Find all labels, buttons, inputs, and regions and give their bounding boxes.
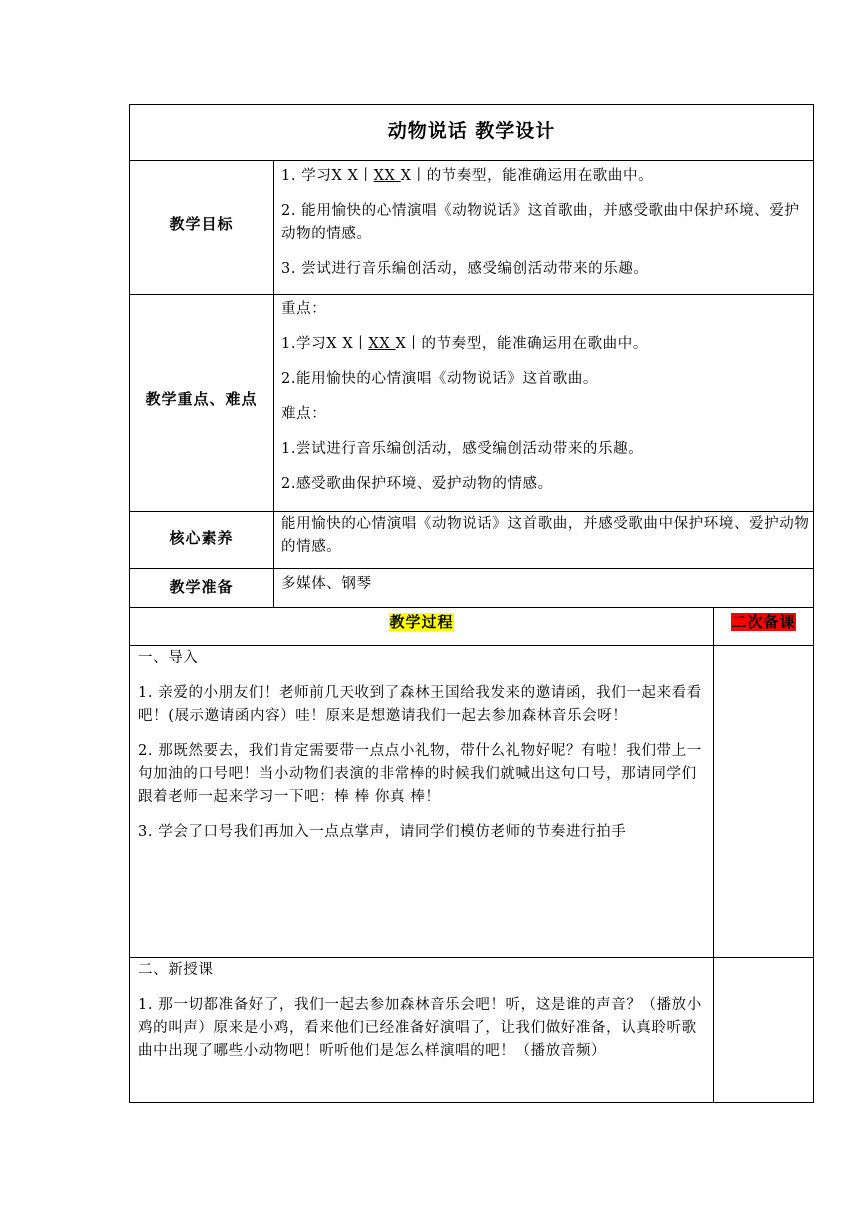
document-title: 动物说话 教学设计 (387, 120, 556, 142)
difficulty-heading: 难点： (281, 406, 327, 422)
difficulty-item-1: 1.尝试进行音乐编创活动，感受编创活动带来的乐趣。 (281, 441, 644, 457)
objective-item-2: 2. 能用愉快的心情演唱《动物说话》这首歌曲，并感受歌曲中保护环境、爱护动物的情感。 (281, 203, 800, 242)
key-points-label: 教学重点、难点 (145, 390, 258, 408)
objectives-label: 教学目标 (169, 215, 234, 233)
preparation-label: 教学准备 (169, 578, 234, 596)
row-divider-5 (129, 607, 814, 608)
objective-item-3: 3. 尝试进行音乐编创活动，感受编创活动带来的乐趣。 (281, 261, 649, 277)
table-border-bottom (129, 1102, 814, 1103)
preparation-text: 多媒体、钢琴 (281, 576, 372, 592)
table-border-left (129, 104, 130, 1103)
section-intro (138, 647, 706, 844)
key-item-2: 2.能用愉快的心情演唱《动物说话》这首歌曲。 (281, 371, 599, 387)
side-column-divider (713, 607, 714, 1103)
table-border-top (129, 104, 814, 105)
key-item-1: 1.学习X X丨XX X丨的节奏型，能准确运用在歌曲中。 (281, 336, 648, 352)
section-intro-paragraph-3: 3. 学会了口号我们再加入一点点掌声，请同学们模仿老师的节奏进行拍手 (138, 824, 627, 840)
row-divider-4 (129, 568, 814, 569)
section-intro-paragraph-1: 1. 亲爱的小朋友们！老师前几天收到了森林王国给我发来的邀请函，我们一起来看看吧！(展示邀请函内容）哇！原来是想邀请我们一起去参加森林音乐会呀！ (138, 685, 702, 724)
literacy-label: 核心素养 (169, 529, 234, 547)
section-new-lesson-heading: 二、新授课 (138, 962, 214, 978)
row-divider-7 (129, 957, 814, 958)
row-divider-2 (129, 294, 814, 295)
section-intro-heading: 一、导入 (138, 650, 199, 666)
process-header-cell (130, 611, 713, 632)
table-border-right (813, 104, 814, 1103)
section-intro-paragraph-2: 2. 那既然要去，我们肯定需要带一点点小礼物，带什么礼物好呢？有啦！我们带上一句加油的口号吧！当小动物们表演的非常棒的时候我们就喊出这句口号，那请同学们跟着老师一起来学习一下吧：棒 棒 你真 棒！ (138, 743, 702, 805)
key-points-content (281, 298, 809, 496)
objectives-content (281, 165, 809, 281)
objective-item-1: 1. 学习X X丨XX X丨的节奏型，能准确运用在歌曲中。 (281, 168, 654, 184)
second-prep-header-cell (714, 611, 813, 632)
key-heading: 重点： (281, 301, 327, 317)
difficulty-item-2: 2.感受歌曲保护环境、爱护动物的情感。 (281, 476, 553, 492)
row-divider-6 (129, 645, 814, 646)
section-new-lesson (138, 959, 706, 1063)
label-column-divider (273, 160, 274, 607)
section-new-lesson-paragraph-1: 1. 那一切都准备好了，我们一起去参加森林音乐会吧！听，这是谁的声音？（播放小鸡的叫声）原来是小鸡，看来他们已经准备好演唱了，让我们做好准备，认真聆听歌曲中出现了哪些小动物吧！听听他们是怎么样演唱的吧！（播放音频） (138, 997, 702, 1059)
literacy-text: 能用愉快的心情演唱《动物说话》这首歌曲，并感受歌曲中保护环境、爱护动物的情感。 (281, 516, 810, 555)
row-divider-1 (129, 160, 814, 161)
row-divider-3 (129, 511, 814, 512)
process-header: 教学过程 (389, 613, 454, 631)
second-prep-header: 二次备课 (731, 613, 796, 631)
